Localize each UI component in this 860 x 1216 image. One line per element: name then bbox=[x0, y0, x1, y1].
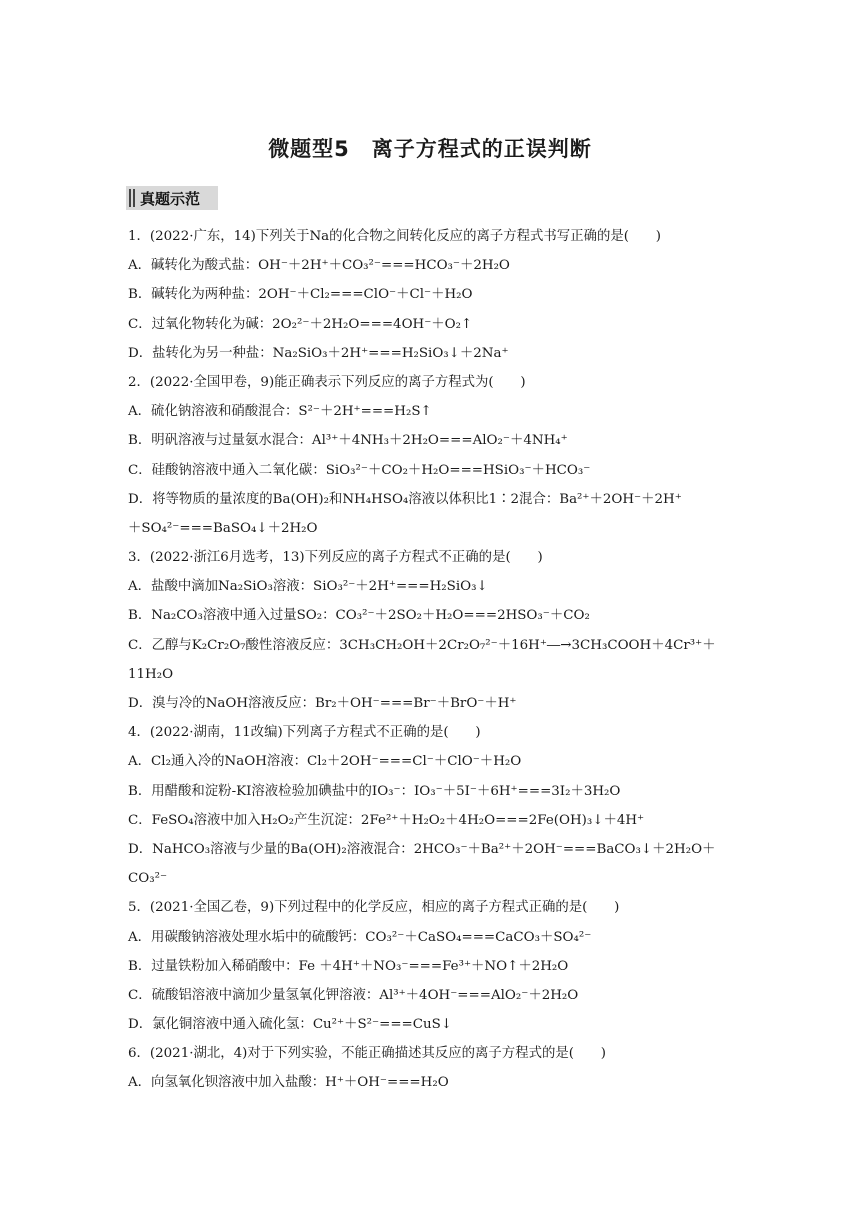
option-line: B．过量铁粉加入稀硝酸中：Fe ＋4H⁺＋NO₃⁻===Fe³⁺＋NO↑＋2H₂O bbox=[128, 958, 569, 974]
option-line: A．盐酸中滴加Na₂SiO₃溶液：SiO₃²⁻＋2H⁺===H₂SiO₃↓ bbox=[128, 579, 488, 595]
section-marker-icon bbox=[133, 189, 135, 207]
question-stem: 6．(2021·湖北，4)对于下列实验，不能正确描述其反应的离子方程式的是( ) bbox=[128, 1046, 606, 1062]
question-stem: 5．(2021·全国乙卷，9)下列过程中的化学反应，相应的离子方程式正确的是( ) bbox=[128, 900, 620, 916]
option-line: C．FeSO₄溶液中加入H₂O₂产生沉淀：2Fe²⁺＋H₂O₂＋4H₂O===2Fe(OH)₃↓＋4H⁺ bbox=[128, 812, 645, 828]
question-list bbox=[128, 222, 738, 1098]
option-line: B．Na₂CO₃溶液中通入过量SO₂：CO₃²⁻＋2SO₂＋H₂O===2HSO₃⁻＋CO₂ bbox=[128, 608, 590, 624]
option-line-continuation: CO₃²⁻ bbox=[128, 871, 168, 887]
question-stem: 2．(2022·全国甲卷，9)能正确表示下列反应的离子方程式为( ) bbox=[128, 374, 526, 390]
option-line: D．盐转化为另一种盐：Na₂SiO₃＋2H⁺===H₂SiO₃↓＋2Na⁺ bbox=[128, 345, 509, 361]
option-line: C．乙醇与K₂Cr₂O₇酸性溶液反应：3CH₃CH₂OH＋2Cr₂O₇²⁻＋16H⁺―→3CH₃COOH＋4Cr³⁺＋ bbox=[128, 637, 716, 653]
option-line: A．向氢氧化钡溶液中加入盐酸：H⁺＋OH⁻===H₂O bbox=[128, 1075, 449, 1091]
section-marker-icon bbox=[129, 189, 131, 207]
question-stem: 3．(2022·浙江6月选考，13)下列反应的离子方程式不正确的是( ) bbox=[128, 550, 543, 566]
question-stem: 1．(2022·广东，14)下列关于Na的化合物之间转化反应的离子方程式书写正确的是( ) bbox=[128, 229, 661, 244]
option-line: C．过氧化物转化为碱：2O₂²⁻＋2H₂O===4OH⁻＋O₂↑ bbox=[128, 316, 473, 332]
option-line: D．NaHCO₃溶液与少量的Ba(OH)₂溶液混合：2HCO₃⁻＋Ba²⁺＋2OH⁻===BaCO₃↓＋2H₂O＋ bbox=[128, 841, 716, 857]
option-line: A．Cl₂通入冷的NaOH溶液：Cl₂＋2OH⁻===Cl⁻＋ClO⁻＋H₂O bbox=[128, 754, 522, 770]
option-line: B．碱转化为两种盐：2OH⁻＋Cl₂===ClO⁻＋Cl⁻＋H₂O bbox=[128, 287, 473, 303]
option-line: A．碱转化为酸式盐：OH⁻＋2H⁺＋CO₃²⁻===HCO₃⁻＋2H₂O bbox=[128, 258, 510, 274]
option-line: D．氯化铜溶液中通入硫化氢：Cu²⁺＋S²⁻===CuS↓ bbox=[128, 1017, 453, 1033]
option-line: D．溴与冷的NaOH溶液反应：Br₂＋OH⁻===Br⁻＋BrO⁻＋H⁺ bbox=[128, 696, 517, 711]
option-line: B．明矾溶液与过量氨水混合：Al³⁺＋4NH₃＋2H₂O===AlO₂⁻＋4NH₄⁺ bbox=[128, 433, 568, 449]
option-line: C．硫酸铝溶液中滴加少量氢氧化钾溶液：Al³⁺＋4OH⁻===AlO₂⁻＋2H₂O bbox=[128, 987, 579, 1003]
option-line: A．硫化钠溶液和硝酸混合：S²⁻＋2H⁺===H₂S↑ bbox=[128, 404, 432, 420]
section-label: 真题示范 bbox=[140, 190, 201, 208]
option-line: C．硅酸钠溶液中通入二氧化碳：SiO₃²⁻＋CO₂＋H₂O===HSiO₃⁻＋HCO₃⁻ bbox=[128, 462, 591, 478]
question-stem: 4．(2022·湖南，11改编)下列离子方程式不正确的是( ) bbox=[128, 725, 481, 741]
option-line-continuation: 11H₂O bbox=[128, 666, 174, 682]
option-line-continuation: ＋SO₄²⁻===BaSO₄↓＋2H₂O bbox=[128, 520, 318, 536]
page-title: 微题型5 离子方程式的正误判断 bbox=[268, 137, 592, 161]
option-line: A．用碳酸钠溶液处理水垢中的硫酸钙：CO₃²⁻＋CaSO₄===CaCO₃＋SO₄²⁻ bbox=[128, 929, 592, 945]
option-line: B．用醋酸和淀粉-KI溶液检验加碘盐中的IO₃⁻：IO₃⁻＋5I⁻＋6H⁺===3I₂＋3H₂O bbox=[128, 783, 621, 799]
option-line: D．将等物质的量浓度的Ba(OH)₂和NH₄HSO₄溶液以体积比1∶2混合：Ba²⁺＋2OH⁻＋2H⁺ bbox=[128, 491, 682, 507]
section-header bbox=[126, 186, 218, 210]
